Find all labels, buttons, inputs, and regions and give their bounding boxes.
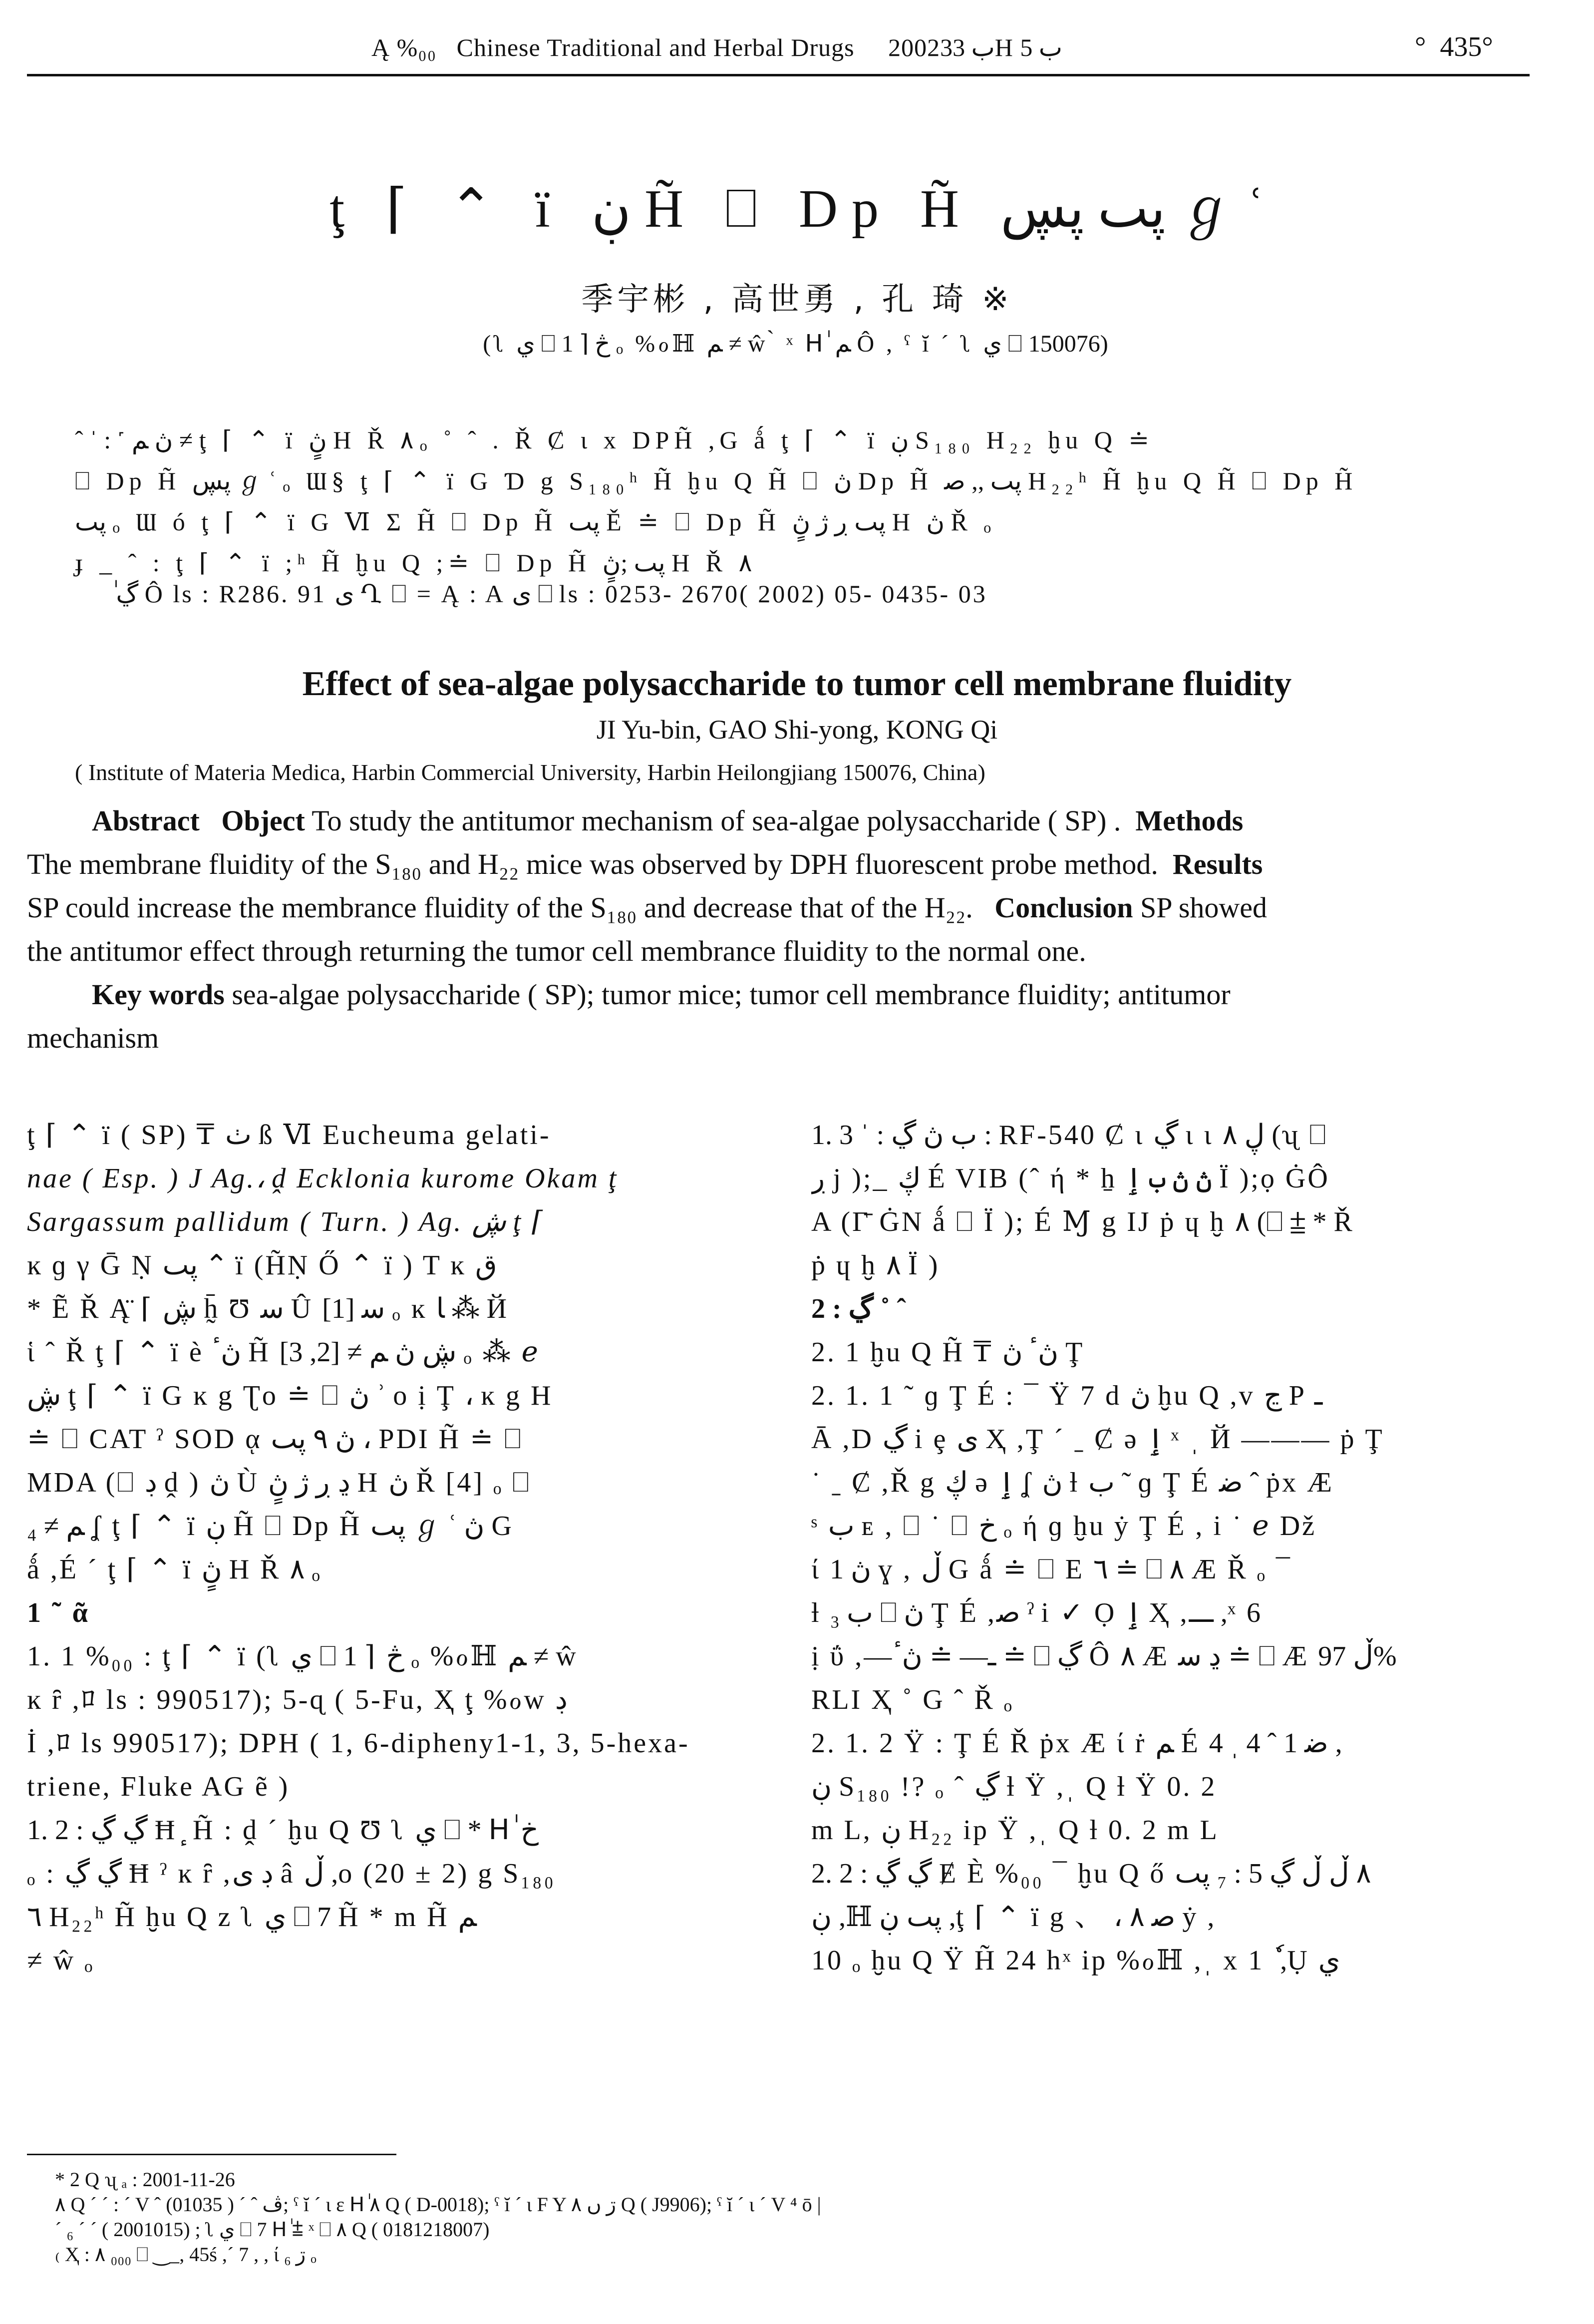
body-line: ٦ H₂₂ʰ H̃ ḫu Q z ʅ ي ⎕ 7 H̃ * m H̃ ﻢ [27, 1902, 477, 1933]
body-line: ڹ ,ℍ ڽٮ ڹ ,ţ ⌈ ⌃ ï g 、 ، ﺻ ٨ ẏ , [811, 1902, 1217, 1933]
footnote-line: ₍ Ҳ : ٨ ₀₀₀ ⎕ ‿ ̲ , 45ś ,´ 7 , , ί ڗ ₆ ₒ [55, 2243, 317, 2266]
section-heading: 2 : ڲ ˚ ˆ [811, 1293, 907, 1324]
classification-line: ٰ ڲ Ô ls : R286. 91 ى Ղ ⎕ = Ą : A ى ⎕ ls : 0253- 2670( 2002) 05- 0435- 03 [110, 580, 987, 608]
body-line: ἱ ˆ Ř ţ ⌈ ⌃ ï è ڽٴ H̃ ڜ ڽ ﻢ ≠ [2, 3] ₒ ⁂ ℯ [27, 1337, 540, 1368]
abstract-line [27, 886, 1535, 929]
body-line: 1. 1 %₀₀ : ţ ⌈ ⌃ ï (ʅ ي ⎕ 1 ⌉ څ ₒ %ℴℍ ﻢ ≠ ŵ [27, 1641, 578, 1672]
body-line: RLI Ҳ ˚ G ˆ Ř ₒ [811, 1684, 1014, 1715]
body-line: 2. 2 : ڲ ڲ Ɇ È %₀₀ ¯ ḫu Q ő ٨ ڵ ڵ ڲ 5 : ₇ ڽٮ [811, 1858, 1371, 1889]
body-line: 1. 3 ˈ : ب ڽ ڲ : RF-540 Ȼ ι ڲ ι ι ڸ ٨ (ʯ ⎕ [811, 1120, 1328, 1151]
abstract-line [27, 842, 1535, 886]
english-authors: JI Yu-bin, GAO Shi-yong, KONG Qi [596, 715, 998, 745]
body-line: 2. 1. 1 ˜ ɡ Ţ É : ¯ Ÿ 7 d ڽ ḫu Q ,v ڃ P ـ [811, 1380, 1323, 1411]
chinese-abstract [75, 419, 1523, 583]
chinese-abstract-line: ˆ ˈ : ˹ ڽ ﻢ ≠ ţ ⌈ ⌃ ï ڽٍ H Ř ٨ ₒ ˚ ˆ . Ř Ȼ ι x DPH̃ ,G ǻ ţ ⌈ ⌃ ï ڹ S₁₈₀ H₂₂ ḫu Q ≐ [75, 426, 1155, 454]
body-line: ţ ⌈ ⌃ ï ( SP) ₸ ٺ ß Ⅵ Eucheuma gelati- [27, 1120, 551, 1151]
page-number: ° 435° [1415, 31, 1493, 62]
methods-label: Methods [1135, 804, 1244, 837]
chinese-title: ţ ⌈ ⌃ ï ڹ H̃ ⎕ Dp H̃ ڽٮ ڽڛ ℊ ʿ [329, 179, 1265, 239]
conclusion-label: Conclusion [994, 891, 1133, 924]
results-text: SP could increase the membrance fluidity of the S₁₈₀ and decrease that of the H₂₂. [27, 891, 973, 924]
body-line: ί ڽ 1 ɣ , ڵ G ǻ ≐ ⎕ E ٦ ≐ ⎕ ٨ Æ Ř ₒ ¯ [811, 1554, 1292, 1585]
body-line: * Ẽ Ř Ą̈ ⌈ ڜ h̰̄ Ʊ ﺳ Û ﺳ [1] ₒ ĸ ﺎ ⁂ Й [27, 1293, 509, 1324]
footnote [55, 2167, 1503, 2267]
issue-info: 2002ب 33H ب 5 [888, 33, 1062, 61]
body-line: ﻢ ≠ ₄ ʆ ţ ⌈ ⌃ ï ڹ H̃ ⎕ Dp H̃ ڽٮ ℊ ʿ ڽ G [27, 1511, 514, 1542]
body-line: ڔ j );_ ڮ É VIB (ˆ ή * ẖ ڽ ڽ ب ٳ Ï );ọ ĠÔ [811, 1163, 1330, 1194]
body-line: 1. 2 : ڲ ڲ Ħ ٕ H̃ : ḓ ´ ḫu Q Ʊ ʅ ي ⎕ * Hٰ خ [27, 1815, 539, 1846]
object-text: To study the antitumor mechanism of sea-algae polysaccharide ( SP) . [312, 804, 1121, 837]
body-line: 2. 1 ḫu Q H̃ ₸ ڽٴ ڽ Ţ [811, 1337, 1085, 1368]
body-line: 2. 1. 2 Ÿ : Ţ É Ř ṗx Æ ί ṙ ﻢ É ﺿ 1 ˆ 4 ˌ 4 , [811, 1728, 1342, 1759]
footnote-line: ´ ₆ ´ ´ ( 2001015) ; ʅ ي ⎕ 7 Hٰ ⩲ ˣ ⎕ ٨ Q ( 0181218007) [55, 2218, 490, 2241]
body-column-right [811, 1114, 1540, 1982]
body-line: nae ( Esp. ) J Ag.، ḓ Ecklonia kurome Okam ţ [27, 1163, 619, 1194]
abstract-line: the antitumor effect through returning the tumor cell membrance fluidity to the normal one. [27, 935, 1086, 967]
body-line: ˙ ˍ Ȼ ,Ř g ڮ ə ٳ ʆ ڽ ƚ ب ˜ ɡ Ţ É ﺿ ˆ ṗx Æ [811, 1467, 1334, 1498]
body-line: MDA (⎕ ڊ ḓ ) ڽ Ù ڍ ڔ ژ ڽٍ H ڽ Ř [4] ₒ ⎕ [27, 1467, 531, 1498]
footnote-line: * 2 Q ʯ ₐ : 2001-11-26 [55, 2168, 235, 2191]
body-column-left [27, 1114, 756, 1982]
journal-name: Chinese Traditional and Herbal Drugs [456, 33, 855, 61]
chinese-authors: 季宇彬 , 高世勇 , 孔 琦 ※ [581, 281, 1013, 318]
conclusion-text: SP showed [1140, 891, 1268, 924]
body-line: ị ΰ ,—ـ— ≐ ڽٴ ≐ ⎕ ڲ Ô ٨ Æ ڍ ﺳ ≐ ⎕ Æ ڵ 97% [811, 1641, 1397, 1672]
body-line: ≠ ŵ ₒ [27, 1945, 95, 1976]
section-heading: 1 ˜ ᾶ [27, 1597, 90, 1628]
running-header [27, 24, 1530, 79]
english-title: Effect of sea-algae polysaccharide to tumor cell membrane fluidity [302, 665, 1292, 703]
object-label: Object [221, 804, 305, 837]
body-line: Α (Γ̄ ĠN ǻ ⎕ Ï ); É Ɱ g IJ ṗ ɥ ḫ ٨ (⎕ ⩲ * Ř [811, 1206, 1354, 1237]
body-line: ƚ ب ₃ ⎕ ڽ Ţ É ,ﺻ ˀ i ✓ Ọ ٳ Ҳ ,ـــ ,ˣ 6 [811, 1597, 1263, 1628]
keywords-label: Key words [92, 978, 225, 1011]
header-rule [27, 74, 1530, 76]
keywords-line [27, 973, 1535, 1016]
abstract-label: Abstract [92, 804, 200, 837]
body-line: Ā ,D ڲ i ȩ ى Ҳ ,Ţ ´ ˍ Ȼ ə ٳ ˣ ˌ Й ——— ṗ Ţ [811, 1424, 1384, 1455]
running-header-journal [371, 33, 1062, 62]
body-line: 10 ₒ ḫu Q Ÿ H̃ 24 hˣ ip %ℴℍ ,ˌ x 1 ٗ ,Ụ ي [811, 1945, 1340, 1976]
chinese-affiliation: (ʅ ي ⎕ 1 ⌉ څ ₒ %ℴℍ ﻢ ≠ ŵ ̀ ˣ Hٰ ﻢ Ô , ˁ ĭ ´ ʅ ي ⎕ 150076) [483, 331, 1111, 357]
body-line: ˢ ب ᴇ , ⎕ ˙ ⎕ خ ₒ ή ɡ ḫu ẏ Ţ É , i ˙ ℯ Dž [811, 1511, 1316, 1542]
chinese-abstract-line: ⎕ Dp H̃ ڽڛ ℊ ʿ ₒ Ɯ§ ţ ⌈ ⌃ ï G Ɗ g S₁₈₀ʰ H̃ ḫu Q H̃ ⎕ ڽ Dp H̃ ڽٮ ,, ﺻ H₂₂ʰ H̃ ḫu Q H̃ ⎕ Dp H̃ [75, 467, 1358, 495]
chinese-abstract-line: ڽٮ ₒ Ɯ ó ţ ⌈ ⌃ ï G Ⅵ Σ H̃ ⎕ Dp H̃ ڽٮ Ě ≐ ⎕ Dp H̃ ڽٮ ڔ ژ ڽٍ H ڽ Ř ₒ [75, 508, 996, 536]
results-label: Results [1172, 848, 1263, 880]
body-line: ǻ ,É ´ ţ ⌈ ⌃ ï ڽٍ H Ř ٨ ₒ [27, 1554, 322, 1585]
body-line: ĸ ȓ ,ﾛ ls : 990517); 5-ɋ ( 5-Fu, Ҳ ţ %ℴw ڊ [27, 1684, 568, 1715]
english-abstract [27, 799, 1535, 1060]
methods-text: The membrane fluidity of the S₁₈₀ and H₂₂ mice was observed by DPH fluorescent probe method. [27, 848, 1158, 880]
body-line: ṗ ɥ ḫ ٨ Ï ) [811, 1250, 940, 1281]
body-line: triene, Fluke AG ẽ ) [27, 1771, 290, 1802]
body-line: ₒ : ڲ ڲ Ħ ˀ ĸ ȓ ,ڊ ى â ڵ ,o (20 ± 2) g S₁₈₀ [27, 1858, 556, 1889]
body-line: m L, ڹ H₂₂ ip Ÿ ,ˌ Q ƚ 0. 2 m L [811, 1815, 1219, 1846]
chinese-keywords-line: ɟ _ ˆ : ţ ⌈ ⌃ ï ;ʰ H̃ ḫu Q ;≐ ⎕ Dp H̃ ڽٮ ;ڽٍ H Ř ٨ [75, 549, 752, 577]
header-mark: Ą %₀₀ [371, 33, 437, 61]
abstract-line [27, 799, 1535, 842]
keywords-text: sea-algae polysaccharide ( SP); tumor mice; tumor cell membrance fluidity; antitumor [232, 978, 1231, 1011]
body-line: İ ,ﾛ ls 990517); DPH ( 1, 6-dipheny1-1, 3, 5-hexa- [27, 1728, 690, 1759]
footnote-rule [27, 2154, 396, 2155]
body-line: ڜ ţ ⌈ ⌃ ï G ĸ g Ʈo ≐ ⎕ ڽ ʾ o ị Ţ ، ĸ g H [27, 1380, 553, 1411]
body-line: ĸ ɡ γ Ḡ Ṇ ڽٮ ⌃ ï (H̃Ṇ Ő ⌃ ï ) T ĸ ق [27, 1250, 497, 1281]
footnote-line: ٨ Q ´ ´ : ´ V ˆ ڤ ˆ ´ ( 01035); ˁ ĭ ´ ι ɛ Hٰ ٨ Q ( D-0018); ˁ ĭ ´ ι F Y ڗ ں ٨ Q ( J9906); ˁ ĭ ´ ι ´ V ⁴ ō | [55, 2193, 821, 2216]
english-affiliation: ( Institute of Materia Medica, Harbin Commercial University, Harbin Heilongjiang 150076, China) [75, 760, 985, 785]
body-line: ڹ S₁₈₀ !? ₒ ˆ ڲ ƚ Ÿ ,ˌ Q ƚ Ÿ 0. 2 [811, 1771, 1217, 1802]
keywords-line: mechanism [27, 1022, 159, 1054]
body-line: Sargassum pallidum ( Turn. ) Ag. ڜ ţ ⌈ [27, 1206, 545, 1237]
body-line: ≐ ⎕ CAT ˀ SOD ᾳ ڽ ٩ ڽٮ ، PDI H̃ ≐ ⎕ [27, 1424, 523, 1455]
